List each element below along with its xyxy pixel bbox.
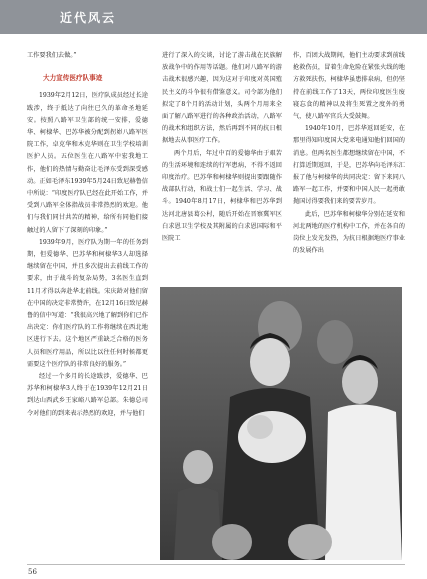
body-paragraph: 两个月后，年过中百的爱德华由于艰苦的生活环境和连续的行军患病，不得不返回印度治疗。巴苏华和柯棣华则提出要跟随作战部队行动，和战士们一起生活、学习、战斗。1940年8月17日，柯棣华和巴苏华到达河北唐县葛公村，随后开始在晋察冀军区白求恩卫生学校及其附属的白求恩国际和平医院工 — [162, 149, 282, 243]
body-paragraph: 1939年9月，医疗队为期一年的任务到期，但爱德华、巴苏华和柯棣华3人却选择继续留在中国，并且多次提出去前线工作的要求，由于战斗的复杂局势，3名医生直到11月才得以奔赴华北前线。宋庆龄对他们留在中国的决定非常赞许，在12月16日致尼赫鲁的信中写道：“我很高兴地了解到你们已作出决定：你们医疗队的工作将继续在西北地区进行下去。这个地区严重缺乏合格的医务人员和医疗用品，所以比以往任何时候都更需要这个医疗队的非常良好的服务。” — [27, 238, 148, 368]
section-header-bar — [0, 0, 427, 34]
page-number: 56 — [28, 568, 37, 576]
section-heading: 大力宣传医疗队事迹 — [43, 74, 103, 83]
body-paragraph: 经过一个多月的长途跋涉，爱德华、巴苏华和柯棣华3人终于在1939年12月21日到达山西武乡王家峪八路军总部。朱德总司令对他们的到来表示热烈的欢迎，并与他们 — [27, 373, 148, 417]
section-title: 近代风云 — [60, 11, 117, 25]
body-paragraph: 进行了深入的交谈，讨论了游击战在民族解放战争中的作用等话题。他们对八路军的游击战术很感兴趣，因为这对于印度对英国殖民主义的斗争很有借鉴意义。司令部为他们拟定了8个月的活动计划，头两个月用来全面了解八路军进行的各种政治活动，八路军的战术和组织方法，然后再到不同的抗日根据地去从事医疗工作。 — [162, 52, 282, 145]
body-paragraph: 1940年10月，巴苏华返回延安，在那里得知印度国大党来电通知他们回国的消息。但两名医生都想继续留在中国，不打算近期返回，于是，巴苏华向毛泽东汇报了他与柯棣华的共同决定：留下来同八路军一起工作，并要和中国人民一起勇敢抛国讨得要我们来的要苦岁月。 — [293, 125, 405, 206]
footer-rule — [27, 564, 405, 565]
column-intro-text: 工作要我们去做。” — [27, 52, 77, 59]
body-paragraph: 作，百团大战期间，他们主动要求到前线抢救伤员，冒着生命危险在紧张火线的地方救死扶伤，柯棣华虽患排泉病，但仍坚持在前线工作了13天，两位印度医生废寝忘食的精神以及将生死置之度外的勇气，使八路军官兵大受鼓舞。 — [293, 52, 405, 121]
text-column-3 — [293, 50, 405, 280]
photo-illustration — [160, 287, 402, 560]
historical-photo — [160, 287, 402, 560]
body-paragraph: 此后，巴苏华和柯棣华分别在延安和河北两地的医疗机构中工作，并在各自的岗位上发光发热，为抗日根据地医疗事业的发展作出 — [293, 210, 405, 255]
text-column-1 — [27, 50, 148, 550]
body-paragraph: 1939年2月12日，医疗队成员经过长途跋涉，终于抵达了向往已久的革命圣地延安。按照八路军卫生部的统一安排，爱德华、柯棣华、巴苏华被分配到拐峁八路军医院工作，卓克华和木克华则在卫生学校培训医护人员。五位医生在八路军中宏我地工作，他们的热情与勤奋让毛泽东受到深受感动。正如毛泽东1939年5月24日致尼赫鲁信中所说：“印度医疗队已经在此开始工作，并受到八路军全体指战员非常热烈的欢迎。他们与我们同甘共苦的精神，给所有同他们接触过的人留下了深刻的印象。” — [27, 92, 148, 234]
